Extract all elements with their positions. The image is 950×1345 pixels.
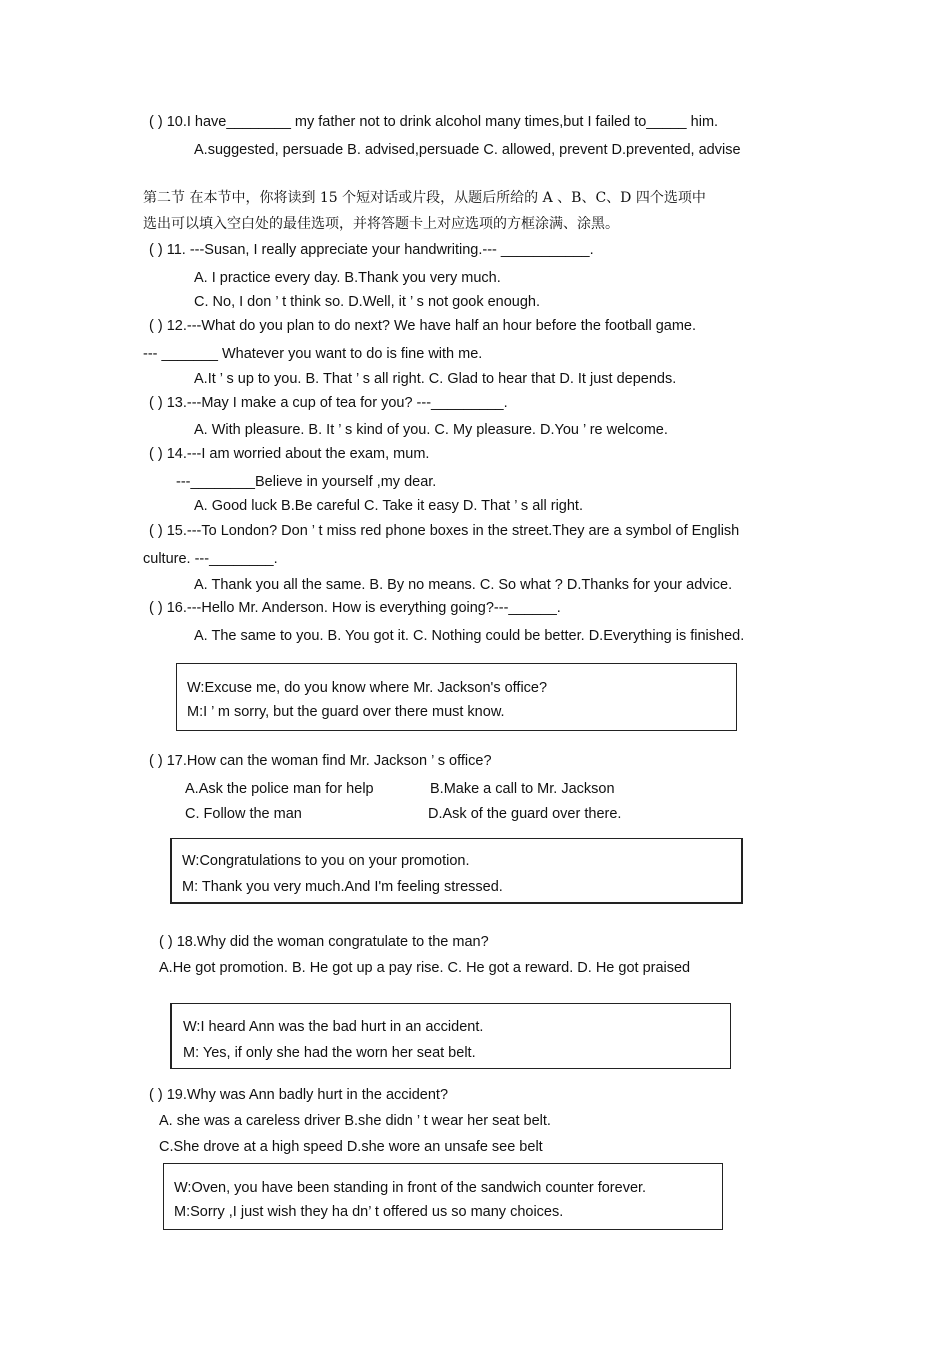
q19-stem: ( ) 19.Why was Ann badly hurt in the accident? bbox=[149, 1087, 449, 1103]
q17-option-b: B.Make a call to Mr. Jackson bbox=[430, 781, 615, 797]
dialog18-man-line: M: Thank you very much.And I'm feeling stressed. bbox=[182, 879, 503, 895]
dialog20-man-line: M:Sorry ,I just wish they ha dn’ t offered us so many choices. bbox=[174, 1204, 564, 1220]
q13-options: A. With pleasure. B. It ’ s kind of you. C. My pleasure. D.You ’ re welcome. bbox=[194, 422, 668, 438]
q17-option-a: A.Ask the police man for help bbox=[185, 781, 374, 797]
q16-stem: ( ) 16.---Hello Mr. Anderson. How is everything going?---______. bbox=[149, 600, 561, 616]
dialog19-man-line: M: Yes, if only she had the worn her seat belt. bbox=[183, 1045, 476, 1061]
q18-stem: ( ) 18.Why did the woman congratulate to the man? bbox=[159, 934, 489, 950]
q11-stem: ( ) 11. ---Susan, I really appreciate your handwriting.--- ___________. bbox=[149, 242, 594, 258]
section2-instruction-line1: 第二节 在本节中，你将读到 15 个短对话或片段，从题后所给的 A 、B、C、D 四个选项中 bbox=[143, 190, 706, 206]
q12-line2: --- _______ Whatever you want to do is fine with me. bbox=[143, 346, 483, 362]
dialog17-woman-line: W:Excuse me, do you know where Mr. Jackson's office? bbox=[187, 680, 548, 696]
dialog-box-20 bbox=[163, 1163, 723, 1230]
dialog-box-18 bbox=[170, 838, 743, 904]
q18-options: A.He got promotion. B. He got up a pay rise. C. He got a reward. D. He got praised bbox=[159, 960, 691, 976]
q11-options-cd: C. No, I don ’ t think so. D.Well, it ’ s not gook enough. bbox=[194, 294, 541, 310]
q10-options: A.suggested, persuade B. advised,persuade C. allowed, prevent D.prevented, advise bbox=[194, 142, 741, 158]
dialog19-woman-line: W:I heard Ann was the bad hurt in an accident. bbox=[183, 1019, 484, 1035]
q14-options: A. Good luck B.Be careful C. Take it easy D. That ’ s all right. bbox=[194, 498, 583, 514]
q19-options-cd: C.She drove at a high speed D.she wore an unsafe see belt bbox=[159, 1139, 543, 1155]
dialog20-woman-line: W:Oven, you have been standing in front of the sandwich counter forever. bbox=[174, 1180, 647, 1196]
dialog17-man-line: M:I ’ m sorry, but the guard over there must know. bbox=[187, 704, 505, 720]
q12-options: A.It ’ s up to you. B. That ’ s all right. C. Glad to hear that D. It just depends. bbox=[194, 371, 677, 387]
q10-stem: ( ) 10.I have________ my father not to drink alcohol many times,but I failed to_____ him. bbox=[149, 114, 719, 130]
q17-option-d: D.Ask of the guard over there. bbox=[428, 806, 622, 822]
dialog-box-17 bbox=[176, 663, 737, 731]
dialog18-woman-line: W:Congratulations to you on your promotion. bbox=[182, 853, 470, 869]
q14-line2: ---________Believe in yourself ,my dear. bbox=[176, 474, 437, 490]
q19-options-ab: A. she was a careless driver B.she didn ’ t wear her seat belt. bbox=[159, 1113, 551, 1129]
q15-stem: ( ) 15.---To London? Don ’ t miss red phone boxes in the street.They are a symbol of English bbox=[149, 523, 740, 539]
q11-options-ab: A. I practice every day. B.Thank you very much. bbox=[194, 270, 501, 286]
dialog-box-19 bbox=[170, 1003, 731, 1069]
q12-stem: ( ) 12.---What do you plan to do next? We have half an hour before the football game. bbox=[149, 318, 697, 334]
q14-stem: ( ) 14.---I am worried about the exam, mum. bbox=[149, 446, 430, 462]
q17-stem: ( ) 17.How can the woman find Mr. Jackson ’ s office? bbox=[149, 753, 492, 769]
q17-option-c: C. Follow the man bbox=[185, 806, 302, 822]
section2-instruction-line2: 选出可以填入空白处的最佳选项，并将答题卡上对应选项的方框涂满、涂黑。 bbox=[143, 216, 619, 232]
q15-options: A. Thank you all the same. B. By no means. C. So what ? D.Thanks for your advice. bbox=[194, 577, 733, 593]
q13-stem: ( ) 13.---May I make a cup of tea for you? ---_________. bbox=[149, 395, 508, 411]
q15-line2: culture. ---________. bbox=[143, 551, 278, 567]
q16-options: A. The same to you. B. You got it. C. Nothing could be better. D.Everything is finished. bbox=[194, 628, 745, 644]
